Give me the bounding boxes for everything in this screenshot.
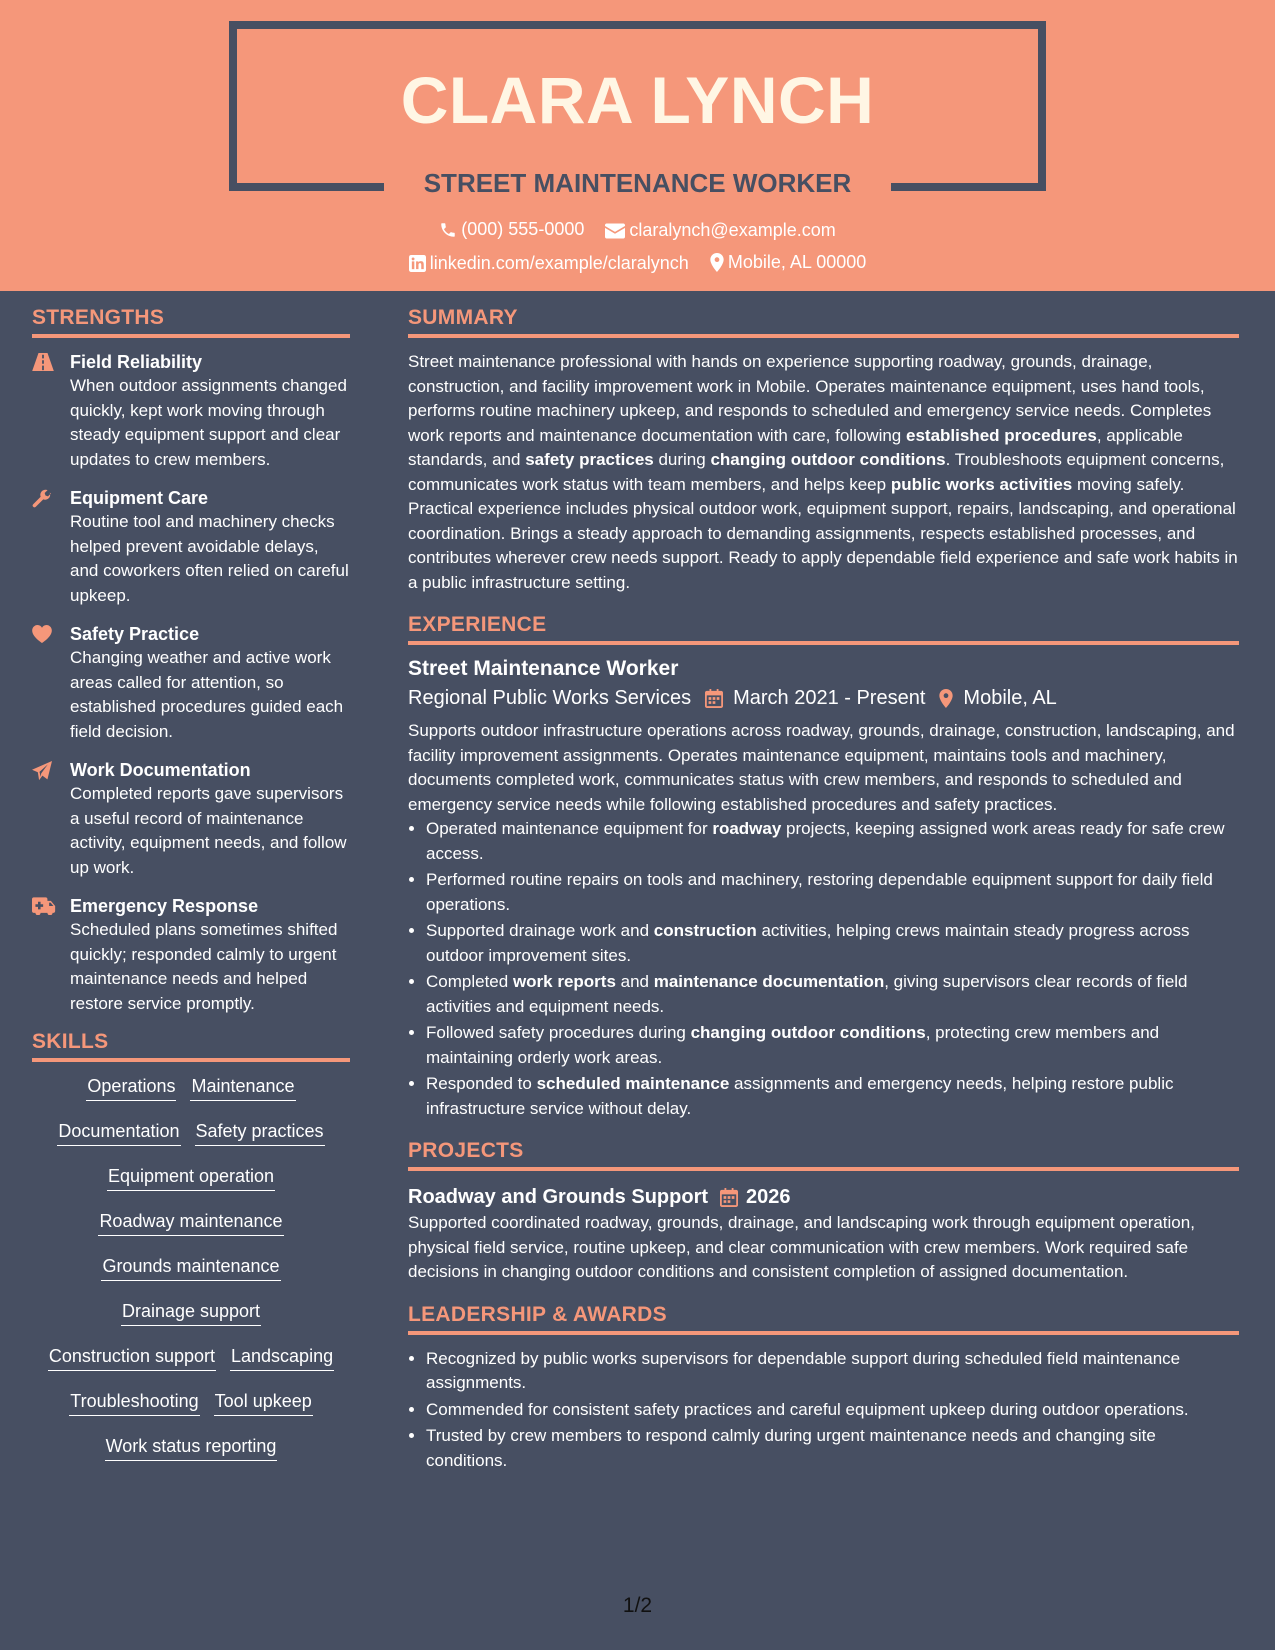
experience-dates: March 2021 - Present bbox=[733, 687, 926, 709]
experience-location: Mobile, AL bbox=[963, 687, 1057, 709]
phone-text: (000) 555-0000 bbox=[461, 219, 585, 239]
project-description: Supported coordinated roadway, grounds, drainage, and landscaping work through equipment operation, physical field service, routine upkeep, and clear communication with crew members. Work required safe decisions in changing outdoor conditions and consistent completion of assigned documentation. bbox=[408, 1213, 1195, 1281]
experience-section bbox=[408, 613, 1239, 1121]
skill-tag: Grounds maintenance bbox=[101, 1254, 280, 1281]
experience-role: Street Maintenance Worker bbox=[408, 657, 679, 680]
skills-heading: SKILLS bbox=[32, 1030, 350, 1062]
strength-desc: When outdoor assignments changed quickly, kept work moving through steady equipment support and clear updates to crew members. bbox=[70, 376, 347, 469]
page-number: 1/2 bbox=[622, 1594, 653, 1617]
right-column bbox=[408, 306, 1239, 1491]
skill-tag: Drainage support bbox=[121, 1299, 261, 1326]
project-title: Roadway and Grounds Support bbox=[408, 1186, 709, 1208]
strength-title: Field Reliability bbox=[70, 352, 203, 372]
strength-title: Work Documentation bbox=[70, 760, 251, 780]
strength-title: Equipment Care bbox=[70, 488, 209, 508]
experience-company: Regional Public Works Services bbox=[408, 687, 692, 709]
linkedin-icon bbox=[409, 255, 426, 272]
skill-tag: Landscaping bbox=[230, 1344, 334, 1371]
strength-desc: Changing weather and active work areas called for attention, so established procedures guided each field decision. bbox=[70, 648, 344, 741]
calendar-icon bbox=[705, 689, 723, 708]
awards-heading: LEADERSHIP & AWARDS bbox=[408, 1303, 1239, 1335]
resume-header bbox=[0, 0, 1275, 291]
phone-contact[interactable] bbox=[439, 219, 584, 240]
contact-row-2 bbox=[0, 252, 1275, 277]
strength-title: Safety Practice bbox=[70, 624, 200, 644]
skill-tag: Construction support bbox=[48, 1344, 216, 1371]
list-item: • Commended for consistent safety practices and careful equipment upkeep during outdoor operations. bbox=[426, 1398, 1239, 1423]
strength-desc: Completed reports gave supervisors a useful record of maintenance activity, equipment needs, and follow up work. bbox=[70, 784, 347, 877]
linkedin-contact[interactable] bbox=[409, 253, 689, 274]
project-year: 2026 bbox=[746, 1186, 791, 1208]
skill-tag: Troubleshooting bbox=[69, 1389, 199, 1416]
skill-tag: Safety practices bbox=[195, 1119, 325, 1146]
location-text: Mobile, AL 00000 bbox=[727, 252, 867, 272]
strength-item bbox=[32, 894, 350, 1016]
strength-item bbox=[32, 622, 350, 744]
list-item: • Operated maintenance equipment for roadway projects, keeping assigned work areas ready for safe crew access. bbox=[426, 817, 1239, 866]
list-item: • Recognized by public works supervisors for dependable support during scheduled field maintenance assignments. bbox=[426, 1347, 1239, 1396]
contact-row-1 bbox=[0, 219, 1275, 244]
project-header bbox=[408, 1183, 1239, 1211]
skill-tag: Roadway maintenance bbox=[98, 1209, 283, 1236]
wrench-icon bbox=[32, 489, 52, 509]
skills-list bbox=[32, 1074, 350, 1479]
summary-heading: SUMMARY bbox=[408, 306, 1239, 338]
skill-tag: Maintenance bbox=[190, 1074, 295, 1101]
experience-meta bbox=[408, 683, 1239, 713]
strength-item bbox=[32, 486, 350, 608]
calendar-icon bbox=[720, 1188, 738, 1207]
envelope-icon bbox=[605, 223, 625, 239]
strength-item bbox=[32, 350, 350, 472]
projects-heading: PROJECTS bbox=[408, 1139, 1239, 1171]
experience-bullets bbox=[408, 817, 1239, 1121]
skill-tag: Documentation bbox=[57, 1119, 180, 1146]
paper-plane-icon bbox=[32, 761, 52, 781]
ambulance-icon bbox=[32, 897, 56, 915]
experience-description: Supports outdoor infrastructure operations across roadway, grounds, drainage, construction, landscaping, and facility improvement assignments. Operates maintenance equipment, maintains tools and machinery, documents completed work, communicates status with crew members, and responds to scheduled and emergency service needs while following established procedures and safety practices. bbox=[408, 721, 1235, 814]
skill-tag: Tool upkeep bbox=[214, 1389, 313, 1416]
experience-heading: EXPERIENCE bbox=[408, 613, 1239, 645]
strengths-heading: STRENGTHS bbox=[32, 306, 350, 338]
awards-list bbox=[408, 1347, 1239, 1474]
email-text: claralynch@example.com bbox=[629, 220, 836, 240]
location-contact bbox=[710, 252, 866, 273]
list-item: • Followed safety procedures during changing outdoor conditions, protecting crew members and maintaining orderly work areas. bbox=[426, 1021, 1239, 1070]
left-column bbox=[32, 306, 350, 1479]
email-contact[interactable] bbox=[605, 220, 835, 241]
list-item: • Trusted by crew members to respond calmly during urgent maintenance needs and changing site conditions. bbox=[426, 1424, 1239, 1473]
phone-icon bbox=[439, 221, 457, 239]
skill-tag: Work status reporting bbox=[105, 1434, 278, 1461]
skill-tag: Equipment operation bbox=[107, 1164, 275, 1191]
strength-desc: Scheduled plans sometimes shifted quickly; responded calmly to urgent maintenance needs and helped restore service promptly. bbox=[70, 920, 338, 1013]
heart-icon bbox=[32, 625, 52, 643]
strength-title: Emergency Response bbox=[70, 896, 259, 916]
map-pin-icon bbox=[710, 253, 724, 272]
road-icon bbox=[32, 353, 54, 371]
list-item: • Responded to scheduled maintenance assignments and emergency needs, helping restore public infrastructure service without delay. bbox=[426, 1072, 1239, 1121]
list-item: • Performed routine repairs on tools and machinery, restoring dependable equipment support for daily field operations. bbox=[426, 868, 1239, 917]
list-item: • Supported drainage work and construction activities, helping crews maintain steady progress across outdoor improvement sites. bbox=[426, 919, 1239, 968]
candidate-name: CLARA LYNCH bbox=[400, 63, 875, 137]
skill-tag: Operations bbox=[86, 1074, 176, 1101]
job-title: STREET MAINTENANCE WORKER bbox=[423, 168, 852, 198]
linkedin-text: linkedin.com/example/claralynch bbox=[429, 253, 689, 273]
strength-desc: Routine tool and machinery checks helped prevent avoidable delays, and coworkers often relied on careful upkeep. bbox=[70, 512, 349, 605]
strength-item bbox=[32, 758, 350, 880]
summary-section bbox=[408, 306, 1239, 595]
map-pin-icon bbox=[939, 689, 953, 708]
list-item: • Completed work reports and maintenance documentation, giving supervisors clear records of field activities and equipment needs. bbox=[426, 970, 1239, 1019]
projects-section bbox=[408, 1139, 1239, 1285]
awards-section bbox=[408, 1303, 1239, 1474]
summary-text: Street maintenance professional with hands on experience supporting roadway, grounds, drainage, construction, and facility improvement work in Mobile. Operates maintenance equipment, uses hand tools, performs routine machinery upkeep, and responds to scheduled and emergency service needs. Completes work reports and maintenance documentation with care, following established procedures, applicable standards, and safety practices during changing outdoor conditions. Troubleshoots equipment concerns, communicates work status with team members, and helps keep public works activities moving safely. Practical experience includes physical outdoor work, equipment support, repairs, landscaping, and operational coordination. Brings a steady approach to demanding assignments, respects established processes, and contributes wherever crew needs support. Ready to apply dependable field experience and safe work habits in a public infrastructure setting. bbox=[408, 352, 1238, 592]
